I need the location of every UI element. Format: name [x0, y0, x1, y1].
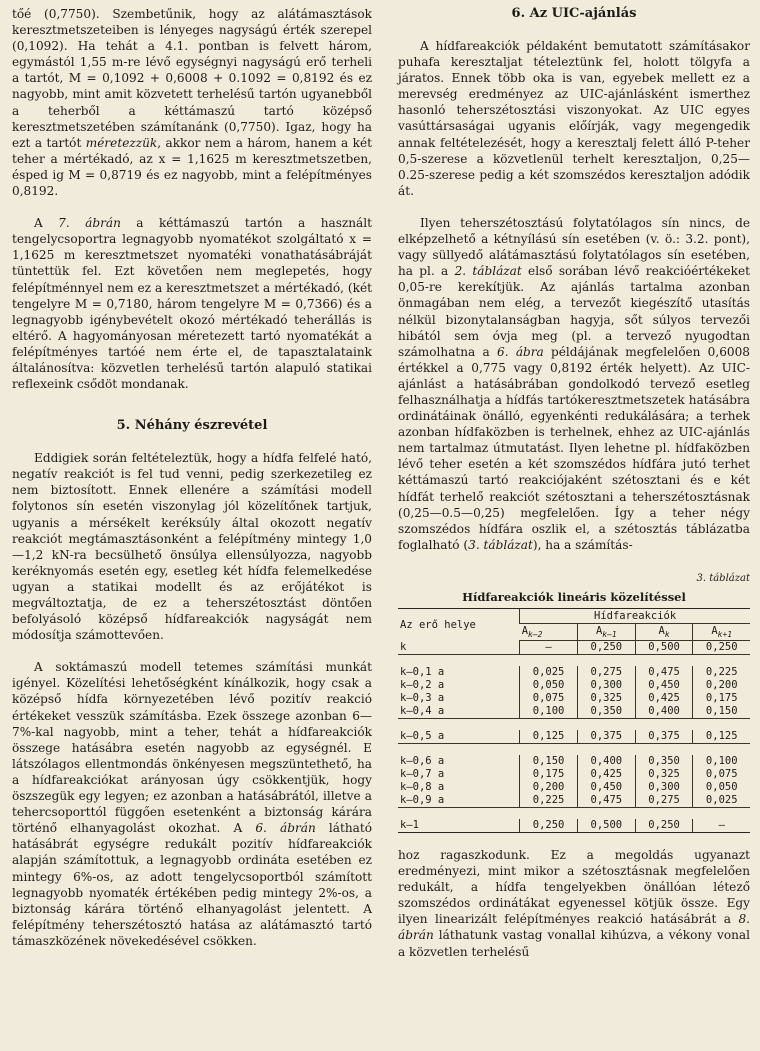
- paragraph-intro: tőé (0,7750). Szembetűnik, hogy az alátámasztások keresztmetszeteiben is lényeges nagyságú érték szerepel (0,1092). Ha tehát a 4.1. pontban is felvett három, egymástól 1,55 m-re lévő egységnyi nagyságú erő terheli a tartót, M = 0,1092 + 0,6008 + 0.1092 = 0,8192 és ez nagyobb, mint amit közvetett terhelésű tartón ugyanebből a teherből a kéttámaszú tartó középső keresztmetszetében számítanánk (0,7750). Igaz, hogy ha ezt a tartót méretezzük, akkor nem a három, hanem a két teher a mértékadó, az x = 1,1625 m keresztmetszetben, ésped ig M = 0,8719 és ez nagyobb, mint a felépítményes 0,8192.: [12, 7, 373, 199]
- table-cell: 0,475: [577, 794, 635, 808]
- table-row: [398, 641, 750, 655]
- table-row-header: k—0,4 a: [400, 705, 445, 717]
- table-cell: —: [520, 641, 578, 655]
- column-header-a-k: $A_k$: [635, 623, 693, 640]
- column-header-a-k-minus-1: $A_{k—1}$: [577, 623, 635, 640]
- table-cell: 0,050: [520, 679, 578, 692]
- table-row-header: k: [400, 640, 407, 653]
- table-cell: 0,150: [520, 755, 578, 768]
- table-cell: 0,025: [520, 666, 578, 679]
- table-cell: 0,200: [520, 781, 578, 794]
- table-row: [398, 755, 750, 768]
- table-cell: 0,175: [520, 768, 578, 781]
- column-group-header: Hídfareakciók: [520, 608, 750, 623]
- table-cell: 0,100: [693, 755, 750, 768]
- table-cell: 0,275: [577, 666, 635, 679]
- table-row-header: k—0,9 a: [400, 794, 445, 806]
- table-row-header: k—0,8 a: [400, 781, 445, 793]
- table-row: [398, 794, 750, 808]
- table-cell: 0,225: [693, 666, 750, 679]
- table-cell: 0,300: [577, 679, 635, 692]
- paragraph-linearized: hoz ragaszkodunk. Ez a megoldás ugyanazt eredményezi, mint mikor a szétosztásnak megfelelően redukált, a hídfa tengelyekben önállóan létező szomszédos ordinátákat egyenessel kötjük össze. Egy ilyen linearizált felépítményes reakció hatásábrát a 8. ábrán láthatunk vastag vonallal kihúzva, a vékony vonal a közvetlen terhelésű: [398, 848, 750, 959]
- table-cell: 0,250: [577, 641, 635, 655]
- right-column: [398, 6, 750, 960]
- table-cell: 0,350: [635, 755, 693, 768]
- paragraph-uic-intro: A hídfareakciók példaként bemutatott számításakor puhafa keresztaljat tételeztünk fel, holott tölgyfa a járatos. Ennek több oka is van, egyebek mellett ez a merevség eredményez az UIC-ajánlásként ismerthez hasonló teherszétosztási viszonyokat. Az UIC egyes vasúttársaságai ugyanis előírják, vagy megengedik annak feltételezését, hogy a keresztalj felett álló P-teher 0,5-szerese a közvetlenül terhelt keresztaljon, 0,25—0.25-szerese pedig a két szomszédos keresztaljon adódik át.: [398, 39, 750, 198]
- column-header-force-position: Az erő helye: [398, 608, 520, 640]
- table-cell: 0,500: [577, 819, 635, 833]
- table-cell: 0,400: [577, 755, 635, 768]
- table-cell: 0,125: [520, 730, 578, 744]
- table-cell: 0,200: [693, 679, 750, 692]
- table-spacer-row: [398, 808, 750, 820]
- table-title: Hídfareakciók lineáris közelítéssel: [462, 589, 686, 604]
- section-heading-6: 6. Az UIC-ajánlás: [511, 6, 637, 21]
- table-cell: 0,500: [635, 641, 693, 655]
- table-cell: 0,425: [635, 692, 693, 705]
- paragraph-uic-distribution: Ilyen teherszétosztású folytatólagos sín nincs, de elképzelhető a kétnyílású sín esetében (v. ö.: 3.2. pont), vagy süllyedő alátámasztású folytatólagos sín esetében, ha pl. a 2. táblázat első sorában lévő reakcióértékeket 0,05-re kerekítjük. Az ajánlás tartalma azonban önmagában nem elég, a tervezőt kiegészítő utasítás nélkül bizonytalanságban hagyja, sőt súlyos tervezői hibától sem óvja meg (pl. a tervező nyugodtan számolhatna a 6. ábra példájának megfelelően 0,6008 értékkel a 0,775 vagy 0,8192 érték helyett). Az UIC-ajánlást a hatásábrában gondolkodó tervező esetleg felhasználhatja a hídfás tartókeresztmetszetek hatásábra ordinátáinak önálló, egyenkénti redukálására; a terhek azonban hídfaközben is terhelnek, ehhez az UIC-ajánlás nem tartalmaz útmutatást. Ilyen lehetne pl. hídfaközben lévő teher esetén a két szomszédos hídfára jutó terhet kéttámaszú tartó reakciójaként szétosztani és e két hídfát terhelő reakciót szétosztani a teherszétosztásnak (0,25—0.5—0,25) megfelelően. Így a teher négy szomszédos hídfára oszlik el, a szétosztás táblázatba foglalható (3. táblázat), ha a számítás-: [398, 215, 750, 552]
- table-row-header: k—0,2 a: [400, 679, 445, 691]
- table-row-header: k—0,6 a: [400, 755, 445, 767]
- table-cell: 0,225: [520, 794, 578, 808]
- left-column: [12, 6, 372, 949]
- table-cell: 0,175: [693, 692, 750, 705]
- table-spacer-row: [398, 655, 750, 667]
- table-row-header: k—0,1 a: [400, 666, 445, 678]
- table-cell: 0,425: [577, 768, 635, 781]
- column-header-a-k-minus-2: $A_{k—2}$: [520, 623, 578, 640]
- paragraph-negative-reaction: Eddigiek során feltételeztük, hogy a hídfa felfelé ható, negatív reakciót is fel tud venni, pedig szerkezetileg ez nem biztosított. Ennek ellenére a számítási modell folytonos sín esetén viszonylag jól közelítőnek tartjuk, ugyanis a mérsékelt keréksúly által okozott negatív reakciót megtámasztásonként a felépítmény mintegy 1,0—1,2 kN-ra becsülhető önsúlya ellensúlyozza, nagyobb keréknyomás esetén egy, esetleg két hídfa felemelkedése ugyan a statikai modellt és az erőjátékot is megváltoztatja, de ez a teherszétosztást döntően befolyásoló középső hídfareakciók nagyságát nem módosítja számottevően.: [12, 451, 372, 643]
- table-cell: 0,250: [520, 819, 578, 833]
- paragraph-multi-support-model: A soktámaszú modell tetemes számítási munkát igényel. Közelítési lehetőségként kínálkozik, hogy csak a középső hídfa környezetében lévő pozitív reakció értékeket vesszük számításba. Ezek összege azonban 6—7%-kal nagyobb, mint a teher, tehát a hídfareakciók összege hatásábra esetén nagyobb az egységnél. E látszólagos ellentmondás önkényesen megszüntethető, ha a hídfareakciókat arányosan úgy csökkentjük, hogy öszszegük egy legyen; ez azonban a hatásábrától, illetve a tehercsoporttól függően esetenként a biztonság kárára történő elhanyagolást okozhat. A 6. ábrán látható hatásábrát egységre redukált pozitív hídfareakciók alapján számítottuk, a legnagyobb ordináta esetében ez mintegy 6%-os, az adott tengelycsoportból számított legnagyobb nyomaték értékében pedig mintegy 2%-os, a biztonság kárára történő elhanyagolást jelentett. A felépítmény teherszétosztó hatása az alátámasztó tartó támaszközének növekedésével csökken.: [12, 660, 372, 948]
- table-row: [398, 679, 750, 692]
- table-cell: 0,375: [577, 730, 635, 744]
- table-cell: 0,325: [635, 768, 693, 781]
- table-row: [398, 705, 750, 719]
- table-cell: —: [693, 819, 750, 833]
- table-row: [398, 781, 750, 794]
- table-cell: 0,475: [635, 666, 693, 679]
- table-cell: 0,250: [693, 641, 750, 655]
- table-cell: 0,275: [635, 794, 693, 808]
- section-heading-5: 5. Néhány észrevétel: [116, 418, 268, 434]
- table-row-header: k—0,5 a: [400, 730, 445, 742]
- table-row-header: k—0,7 a: [400, 768, 445, 780]
- table-row: [398, 666, 750, 679]
- table-cell: 0,050: [693, 781, 750, 794]
- table-spacer-row: [398, 719, 750, 731]
- table-row: [398, 730, 750, 744]
- table-cell: 0,100: [520, 705, 578, 719]
- table-cell: 0,300: [635, 781, 693, 794]
- table-row-header: k—0,3 a: [400, 692, 445, 704]
- table-cell: 0,150: [693, 705, 750, 719]
- table-row-header: k—1: [398, 819, 520, 833]
- table-spacer-row: [398, 744, 750, 756]
- table-cell: 0,075: [693, 768, 750, 781]
- table-cell: 0,125: [693, 730, 750, 744]
- table-cell: 0,250: [635, 819, 693, 833]
- table-row: [398, 768, 750, 781]
- table-cell: 0,025: [693, 794, 750, 808]
- table-row: [398, 819, 750, 833]
- table-cell: 0,325: [577, 692, 635, 705]
- table-cell: 0,075: [520, 692, 578, 705]
- paragraph-figure-7: A 7. ábrán a kéttámaszú tartón a használt tengelycsoportra legnagyobb nyomatékot szolgáltató x = 1,1625 m keresztmetszet nyomatéki vonathatásábráját tüntettük fel. Ezt követően nem meglepetés, hogy felépítménnyel nem ez a keresztmetszet a mértékadó, (két tengelyre M = 0,7180, három tengelyre M = 0,7366) és a legnagyobb igénybevételt okozó mértékadó teherállás is eltérő. A hagyományosan méretezett tartó nyomatékát a felépítményes tartóé nem érte el, de tapasztalataink általánosítva: közvetlen terhelésű tartón alapuló statikai reflexeink csődöt mondanak.: [12, 216, 372, 392]
- table-row: [398, 692, 750, 705]
- table-caption: 3. táblázat: [696, 572, 750, 584]
- table-cell: 0,375: [635, 730, 693, 744]
- reaction-table: [398, 608, 750, 833]
- table-cell: 0,400: [635, 705, 693, 719]
- table-cell: 0,450: [635, 679, 693, 692]
- column-header-a-k-plus-1: $A_{k+1}$: [693, 623, 750, 640]
- table-cell: 0,450: [577, 781, 635, 794]
- table-cell: 0,350: [577, 705, 635, 719]
